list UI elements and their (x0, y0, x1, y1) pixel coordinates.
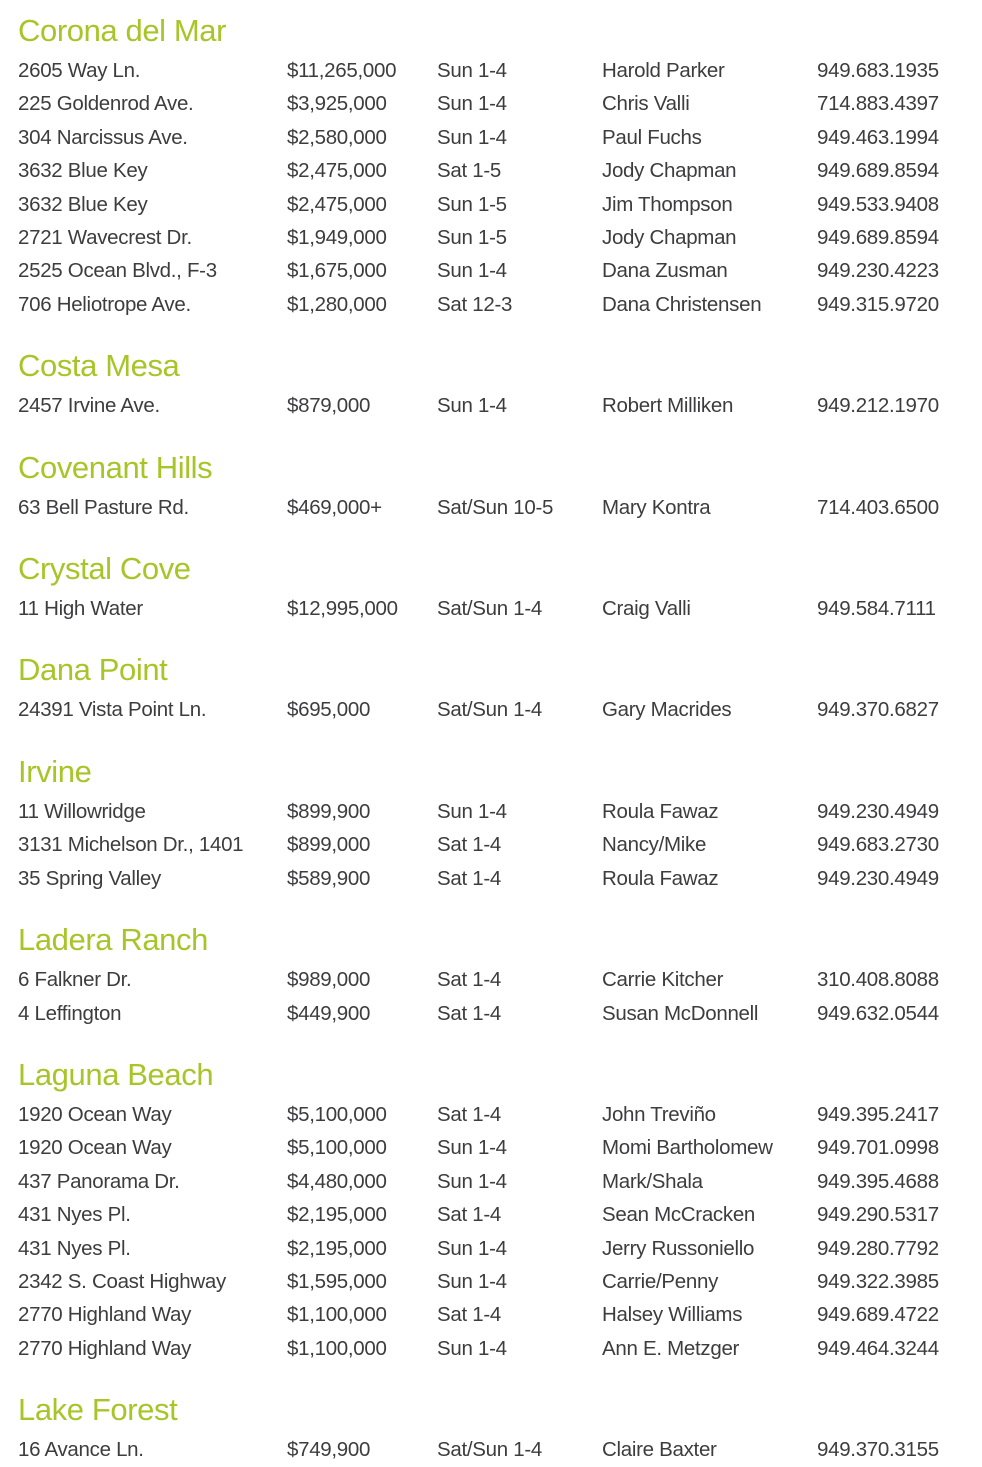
listing-row (18, 592, 972, 625)
city-section (18, 753, 972, 895)
listing-time: Sat/Sun 10-5 (437, 495, 554, 519)
listing-price: $1,949,000 (287, 226, 387, 250)
listing-agent: Harold Parker (602, 59, 725, 82)
listing-phone: 949.683.1935 (817, 59, 939, 82)
listing-price: $449,900 (287, 1001, 371, 1025)
listing-agent: Robert Milliken (602, 394, 734, 418)
listing-row (18, 154, 972, 187)
listing-row (18, 87, 972, 120)
listing-address: 2770 Highland Way (18, 1336, 192, 1360)
listing-agent: Gary Macrides (602, 698, 732, 722)
city-name-heading: Corona del Mar (18, 13, 227, 48)
city-name-heading: Dana Point (18, 652, 168, 688)
listing-address: 2770 Highland Way (18, 1303, 192, 1327)
listing-address: 2721 Wavecrest Dr. (18, 226, 192, 250)
listing-phone: 949.230.4223 (817, 259, 939, 283)
listing-agent: Momi Bartholomew (602, 1136, 773, 1160)
listing-agent: Dana Zusman (602, 259, 728, 283)
listing-price: $4,480,000 (287, 1169, 387, 1193)
listing-address: 4 Leffington (18, 1001, 122, 1025)
city-section (18, 449, 972, 524)
listing-agent: Paul Fuchs (602, 125, 702, 149)
listing-time: Sun 1-4 (437, 394, 507, 418)
listing-phone: 949.463.1994 (817, 125, 939, 149)
listing-price: $11,265,000 (287, 59, 397, 82)
listing-time: Sat 1-4 (437, 1001, 501, 1025)
listing-time: Sun 1-4 (437, 1336, 507, 1360)
listing-time: Sat 1-4 (437, 866, 501, 890)
listing-time: Sun 1-4 (437, 1236, 507, 1260)
listing-time: Sat 1-4 (437, 833, 501, 857)
listing-time: Sat/Sun 1-4 (437, 597, 542, 621)
listing-time: Sat 1-4 (437, 1203, 501, 1227)
city-name-heading: Laguna Beach (18, 1056, 214, 1092)
listing-time: Sat 1-4 (437, 1102, 501, 1126)
listing-agent: Mark/Shala (602, 1169, 703, 1193)
listing-row (18, 1165, 972, 1198)
listing-time: Sat 1-4 (437, 1303, 501, 1327)
listing-agent: Roula Fawaz (602, 866, 719, 890)
listing-agent: Mary Kontra (602, 495, 711, 519)
listing-time: Sat/Sun 1-4 (437, 1438, 542, 1462)
listing-agent: Carrie/Penny (602, 1269, 719, 1293)
listing-price: $589,900 (287, 866, 371, 890)
listing-address: 11 Willowridge (18, 799, 146, 823)
listing-phone: 949.683.2730 (817, 833, 939, 857)
listing-address: 35 Spring Valley (18, 866, 161, 890)
listing-time: Sat 1-4 (437, 968, 501, 992)
listing-time: Sat 1-5 (437, 159, 501, 183)
city-name-heading: Ladera Ranch (18, 922, 208, 958)
listing-price: $469,000+ (287, 495, 382, 519)
listing-address: 24391 Vista Point Ln. (18, 698, 207, 722)
listing-phone: 949.395.4688 (817, 1169, 939, 1193)
listing-row (18, 1433, 972, 1466)
listing-agent: Jim Thompson (602, 192, 733, 216)
listing-phone: 714.403.6500 (817, 495, 939, 519)
listing-agent: Claire Baxter (602, 1438, 717, 1462)
listing-phone: 949.322.3985 (817, 1269, 939, 1293)
city-name-heading: Costa Mesa (18, 348, 180, 384)
listing-price: $1,595,000 (287, 1269, 387, 1293)
listing-time: Sun 1-4 (437, 1169, 507, 1193)
listing-phone: 949.689.8594 (817, 226, 939, 250)
listing-row (18, 1332, 972, 1365)
listing-price: $899,000 (287, 833, 371, 857)
listing-row (18, 221, 972, 254)
listing-row (18, 121, 972, 154)
listing-address: 706 Heliotrope Ave. (18, 292, 191, 316)
listing-price: $5,100,000 (287, 1136, 387, 1160)
listing-row (18, 188, 972, 221)
listing-time: Sun 1-4 (437, 1269, 507, 1293)
listing-time: Sat 12-3 (437, 292, 513, 316)
listing-agent: Jody Chapman (602, 226, 737, 250)
listing-row (18, 491, 972, 524)
listing-phone: 714.883.4397 (817, 92, 939, 116)
city-section (18, 1391, 972, 1466)
city-section (18, 550, 972, 625)
listing-price: $899,900 (287, 799, 371, 823)
listing-address: 431 Nyes Pl. (18, 1236, 131, 1260)
city-section (18, 12, 972, 321)
listing-time: Sun 1-4 (437, 259, 507, 283)
listing-price: $2,195,000 (287, 1203, 387, 1227)
listing-phone: 949.370.3155 (817, 1438, 939, 1462)
listing-address: 3131 Michelson Dr., 1401 (18, 833, 244, 857)
listing-time: Sun 1-4 (437, 92, 507, 116)
city-section (18, 1056, 972, 1365)
listing-phone: 949.395.2417 (817, 1102, 939, 1126)
listing-phone: 949.689.4722 (817, 1303, 939, 1327)
listing-row (18, 54, 972, 87)
listing-agent: Chris Valli (602, 92, 690, 116)
listing-agent: John Treviño (602, 1102, 716, 1126)
listing-address: 11 High Water (18, 597, 143, 621)
listing-price: $12,995,000 (287, 597, 398, 621)
listing-address: 2342 S. Coast Highway (18, 1269, 226, 1293)
listing-phone: 949.689.8594 (817, 159, 939, 183)
listing-time: Sun 1-5 (437, 226, 507, 250)
listing-phone: 949.533.9408 (817, 192, 939, 216)
listing-address: 225 Goldenrod Ave. (18, 92, 194, 116)
city-name-heading: Lake Forest (18, 1392, 178, 1428)
listing-time: Sun 1-5 (437, 192, 507, 216)
listing-address: 1920 Ocean Way (18, 1102, 172, 1126)
listing-row (18, 828, 972, 861)
listing-price: $2,195,000 (287, 1236, 387, 1260)
listing-price: $1,280,000 (287, 292, 387, 316)
listing-row (18, 795, 972, 828)
listing-price: $2,580,000 (287, 125, 387, 149)
listing-address: 3632 Blue Key (18, 192, 148, 216)
listing-row (18, 1265, 972, 1298)
listing-row (18, 288, 972, 321)
listing-row (18, 963, 972, 996)
listing-phone: 949.230.4949 (817, 799, 939, 823)
listing-agent: Sean McCracken (602, 1203, 756, 1227)
listing-price: $1,675,000 (287, 259, 387, 283)
listing-phone: 310.408.8088 (817, 968, 939, 992)
listing-row (18, 1198, 972, 1231)
city-section (18, 347, 972, 422)
listing-row (18, 1098, 972, 1131)
listing-row (18, 997, 972, 1030)
listing-phone: 949.280.7792 (817, 1236, 939, 1260)
listing-address: 2605 Way Ln. (18, 59, 141, 82)
listing-row (18, 693, 972, 726)
listing-phone: 949.230.4949 (817, 866, 939, 890)
listing-agent: Carrie Kitcher (602, 968, 724, 992)
listing-time: Sun 1-4 (437, 1136, 507, 1160)
listing-price: $695,000 (287, 698, 371, 722)
listing-address: 6 Falkner Dr. (18, 968, 132, 992)
listing-address: 2525 Ocean Blvd., F-3 (18, 259, 217, 283)
listing-price: $879,000 (287, 394, 371, 418)
listing-address: 3632 Blue Key (18, 159, 148, 183)
listing-price: $2,475,000 (287, 159, 387, 183)
listing-address: 431 Nyes Pl. (18, 1203, 131, 1227)
listing-address: 2457 Irvine Ave. (18, 394, 160, 418)
listing-time: Sun 1-4 (437, 125, 507, 149)
listing-time: Sun 1-4 (437, 799, 507, 823)
city-name-heading: Irvine (18, 753, 92, 789)
listing-price: $749,900 (287, 1438, 371, 1462)
listing-agent: Roula Fawaz (602, 799, 719, 823)
listing-row (18, 1131, 972, 1164)
listing-agent: Ann E. Metzger (602, 1336, 740, 1360)
listing-agent: Jody Chapman (602, 159, 737, 183)
listing-phone: 949.212.1970 (817, 394, 939, 418)
listing-address: 437 Panorama Dr. (18, 1169, 180, 1193)
listing-agent: Jerry Russoniello (602, 1236, 755, 1260)
listing-address: 304 Narcissus Ave. (18, 125, 188, 149)
listing-price: $1,100,000 (287, 1303, 387, 1327)
listing-phone: 949.464.3244 (817, 1336, 939, 1360)
listing-row (18, 1232, 972, 1265)
listing-agent: Susan McDonnell (602, 1001, 759, 1025)
listing-row (18, 254, 972, 287)
listing-price: $2,475,000 (287, 192, 387, 216)
listing-address: 16 Avance Ln. (18, 1438, 144, 1462)
listing-price: $5,100,000 (287, 1102, 387, 1126)
listing-phone: 949.315.9720 (817, 292, 939, 316)
listing-row (18, 862, 972, 895)
listing-agent: Craig Valli (602, 597, 691, 621)
city-name-heading: Crystal Cove (18, 551, 191, 587)
listing-address: 63 Bell Pasture Rd. (18, 495, 189, 519)
listing-phone: 949.370.6827 (817, 698, 939, 722)
listing-phone: 949.290.5317 (817, 1203, 939, 1227)
listing-agent: Nancy/Mike (602, 833, 707, 857)
listing-agent: Dana Christensen (602, 292, 762, 316)
city-section (18, 651, 972, 726)
listing-time: Sat/Sun 1-4 (437, 698, 542, 722)
city-section (18, 921, 972, 1030)
listing-row (18, 1298, 972, 1331)
listing-agent: Halsey Williams (602, 1303, 743, 1327)
listing-phone: 949.701.0998 (817, 1136, 939, 1160)
listing-price: $3,925,000 (287, 92, 387, 116)
listing-time: Sun 1-4 (437, 59, 507, 82)
city-name-heading: Covenant Hills (18, 449, 213, 485)
listing-phone: 949.584.7111 (817, 597, 936, 621)
listing-phone: 949.632.0544 (817, 1001, 939, 1025)
listing-price: $989,000 (287, 968, 371, 992)
listing-row (18, 389, 972, 422)
listing-address: 1920 Ocean Way (18, 1136, 172, 1160)
listing-price: $1,100,000 (287, 1336, 387, 1360)
